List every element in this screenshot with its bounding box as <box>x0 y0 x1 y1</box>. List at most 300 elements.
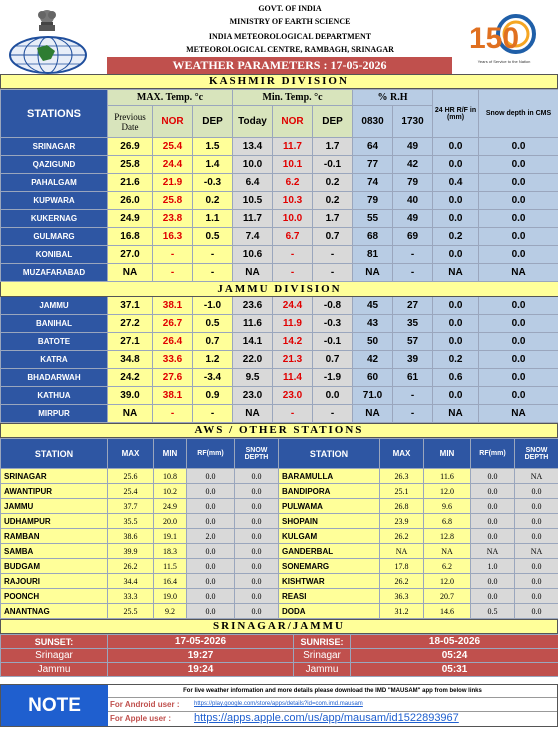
min-normal: 6.2 <box>273 174 313 192</box>
max-normal: 24.4 <box>153 156 193 174</box>
min-normal: - <box>273 405 313 423</box>
station-name: KUPWARA <box>1 192 108 210</box>
station-name: BATOTE <box>1 333 108 351</box>
min-normal: 21.3 <box>273 351 313 369</box>
aws-max-left: 25.5 <box>108 604 154 619</box>
aws-row <box>1 574 558 589</box>
aws-min-right: NA <box>424 544 471 559</box>
rh-1730: 79 <box>393 174 433 192</box>
sunrise-date: 18-05-2026 <box>351 635 558 649</box>
aws-max-left: 35.5 <box>108 514 154 529</box>
aws-rf-right: NA <box>471 544 515 559</box>
kashmir-division-heading: KASHMIR DIVISION <box>0 74 558 89</box>
max-departure: 0.7 <box>193 333 233 351</box>
aws-min-left: 10.8 <box>154 469 187 484</box>
min-dep-header: DEP <box>313 106 353 138</box>
aws-max-right: 26.2 <box>380 529 424 544</box>
aws-station-name-right: SONEMARG <box>279 559 380 574</box>
rainfall: 0.2 <box>433 228 479 246</box>
max-normal: - <box>153 246 193 264</box>
max-temp: 24.9 <box>108 210 153 228</box>
aws-station-name-right: BARAMULLA <box>279 469 380 484</box>
min-temp: 7.4 <box>233 228 273 246</box>
min-departure: -1.9 <box>313 369 353 387</box>
aws-min-left: 19.1 <box>154 529 187 544</box>
rainfall: 0.0 <box>433 210 479 228</box>
aws-rf-right: 0.0 <box>471 514 515 529</box>
max-departure: 1.4 <box>193 156 233 174</box>
rh-0830: 55 <box>353 210 393 228</box>
aws-max-left: 39.9 <box>108 544 154 559</box>
aws-snow-right: NA <box>515 469 558 484</box>
aws-max-left: 25.6 <box>108 469 154 484</box>
aws-min-right: 12.0 <box>424 484 471 499</box>
sunrise-jammu-time: 05:31 <box>351 663 558 677</box>
snow-depth: 0.0 <box>479 351 558 369</box>
note-info: For live weather information and more details please download the IMD "MAUSAM" app from below links <box>108 685 557 698</box>
rainfall: 0.0 <box>433 297 479 315</box>
min-departure: - <box>313 246 353 264</box>
max-departure: - <box>193 405 233 423</box>
aws-snow-right: NA <box>515 544 558 559</box>
max-temp: 21.6 <box>108 174 153 192</box>
max-temp: 26.0 <box>108 192 153 210</box>
aws-rf-left: 0.0 <box>187 469 235 484</box>
min-departure: 1.7 <box>313 138 353 156</box>
min-temp: 13.4 <box>233 138 273 156</box>
aws-rf-right: 0.0 <box>471 499 515 514</box>
aws-min-right: 12.0 <box>424 574 471 589</box>
aws-rf-header-right: RF(mm) <box>471 439 515 469</box>
sun-table <box>0 634 558 677</box>
aws-station-name-left: SRINAGAR <box>1 469 108 484</box>
aws-rf-right: 0.0 <box>471 574 515 589</box>
header-line-ministry: MINISTRY OF EARTH SCIENCE <box>229 17 351 26</box>
national-emblem-icon <box>33 5 61 33</box>
apple-row <box>108 712 557 726</box>
max-temp: 27.2 <box>108 315 153 333</box>
sun-heading: SRINAGAR/JAMMU <box>0 619 558 634</box>
snow-depth: 0.0 <box>479 315 558 333</box>
max-departure: -3.4 <box>193 369 233 387</box>
aws-min-left: 18.3 <box>154 544 187 559</box>
max-departure: 0.2 <box>193 192 233 210</box>
station-name: KUKERNAG <box>1 210 108 228</box>
aws-min-left: 9.2 <box>154 604 187 619</box>
snow-depth: NA <box>479 264 558 282</box>
min-normal: - <box>273 264 313 282</box>
aws-station-name-left: BUDGAM <box>1 559 108 574</box>
max-departure: 0.9 <box>193 387 233 405</box>
sunset-date: 17-05-2026 <box>108 635 294 649</box>
rh-0830: NA <box>353 405 393 423</box>
max-temp: 26.9 <box>108 138 153 156</box>
min-temp: 11.7 <box>233 210 273 228</box>
max-temp: 16.8 <box>108 228 153 246</box>
min-nor-header: NOR <box>273 106 313 138</box>
aws-snow-left: 0.0 <box>235 469 279 484</box>
snow-depth: 0.0 <box>479 192 558 210</box>
max-normal: 21.9 <box>153 174 193 192</box>
aws-max-right: 25.1 <box>380 484 424 499</box>
station-name: MUZAFARABAD <box>1 264 108 282</box>
apple-label: For Apple user : <box>110 714 172 723</box>
android-link[interactable]: https://play.google.com/store/apps/details?id=com.imd.mausam <box>194 701 363 707</box>
rh-1730: 57 <box>393 333 433 351</box>
rainfall: 0.0 <box>433 333 479 351</box>
aws-max-left: 38.6 <box>108 529 154 544</box>
aws-station-name-right: PULWAMA <box>279 499 380 514</box>
station-row <box>1 387 558 405</box>
min-departure: 0.7 <box>313 351 353 369</box>
min-normal: 24.4 <box>273 297 313 315</box>
aws-row <box>1 469 558 484</box>
rh-0830: 42 <box>353 351 393 369</box>
aws-rf-right: 0.5 <box>471 604 515 619</box>
rainfall: NA <box>433 405 479 423</box>
rh-1730: 39 <box>393 351 433 369</box>
rh-header: % R.H <box>353 90 433 106</box>
station-name: KATRA <box>1 351 108 369</box>
min-temp: 23.6 <box>233 297 273 315</box>
aws-max-left: 34.4 <box>108 574 154 589</box>
station-name: BANIHAL <box>1 315 108 333</box>
station-row <box>1 192 558 210</box>
aws-table <box>0 438 558 619</box>
rh-1730: - <box>393 405 433 423</box>
aws-rf-left: 0.0 <box>187 574 235 589</box>
aws-row <box>1 529 558 544</box>
aws-min-right: 14.6 <box>424 604 471 619</box>
station-name: BHADARWAH <box>1 369 108 387</box>
rh-0830: 43 <box>353 315 393 333</box>
aws-station-name-right: BANDIPORA <box>279 484 380 499</box>
apple-link[interactable]: https://apps.apple.com/us/app/mausam/id1522893967 <box>194 712 459 724</box>
rh-0830: 64 <box>353 138 393 156</box>
max-departure: -1.0 <box>193 297 233 315</box>
logo-number: 150 <box>469 22 520 55</box>
min-departure: -0.3 <box>313 315 353 333</box>
station-row <box>1 405 558 423</box>
min-normal: 14.2 <box>273 333 313 351</box>
imd-150-icon <box>461 8 547 66</box>
aws-station-name-left: ANANTNAG <box>1 604 108 619</box>
rainfall: 0.2 <box>433 351 479 369</box>
sunrise-srinagar-label: Srinagar <box>294 649 351 663</box>
station-name: SRINAGAR <box>1 138 108 156</box>
min-temp: 11.6 <box>233 315 273 333</box>
note-label: NOTE <box>1 685 108 726</box>
snow-depth: 0.0 <box>479 174 558 192</box>
rainfall: 0.0 <box>433 156 479 174</box>
aws-snow-right: 0.0 <box>515 604 558 619</box>
aws-max-right: 26.2 <box>380 574 424 589</box>
aws-row <box>1 484 558 499</box>
aws-row <box>1 604 558 619</box>
aws-min-right: 6.2 <box>424 559 471 574</box>
aws-min-right: 20.7 <box>424 589 471 604</box>
aws-station-name-left: SAMBA <box>1 544 108 559</box>
aws-max-header-left: MAX <box>108 439 154 469</box>
rainfall: 0.0 <box>433 387 479 405</box>
station-row <box>1 246 558 264</box>
min-temp-header: Min. Temp. °c <box>233 90 353 106</box>
aws-min-right: 9.6 <box>424 499 471 514</box>
station-row <box>1 351 558 369</box>
logo-tagline: Years of Service to the Nation <box>477 59 531 64</box>
aws-max-right: 23.9 <box>380 514 424 529</box>
aws-max-left: 33.3 <box>108 589 154 604</box>
aws-rf-left: 0.0 <box>187 559 235 574</box>
sunset-jammu-label: Jammu <box>1 663 108 677</box>
snow-depth: 0.0 <box>479 297 558 315</box>
rainfall: 0.0 <box>433 315 479 333</box>
aws-min-left: 19.0 <box>154 589 187 604</box>
aws-station-name-right: KISHTWAR <box>279 574 380 589</box>
aws-rf-left: 0.0 <box>187 484 235 499</box>
rh-1730: 69 <box>393 228 433 246</box>
max-normal: 26.4 <box>153 333 193 351</box>
snow-depth: 0.0 <box>479 369 558 387</box>
header-line-imd: INDIA METEOROLOGICAL DEPARTMENT <box>208 32 372 41</box>
max-departure: -0.3 <box>193 174 233 192</box>
min-temp: 10.0 <box>233 156 273 174</box>
aws-rf-left: 2.0 <box>187 529 235 544</box>
sunset-srinagar-time: 19:27 <box>108 649 294 663</box>
sun-block <box>0 619 558 677</box>
sunrise-srinagar-time: 05:24 <box>351 649 558 663</box>
max-departure: 0.5 <box>193 228 233 246</box>
aws-min-right: 6.8 <box>424 514 471 529</box>
max-normal: 23.8 <box>153 210 193 228</box>
note-block <box>0 684 558 727</box>
aws-snow-header-left: SNOW DEPTH <box>235 439 279 469</box>
rh-0830: 50 <box>353 333 393 351</box>
aws-snow-right: 0.0 <box>515 559 558 574</box>
aws-snow-left: 0.0 <box>235 529 279 544</box>
snow-header: Snow depth in CMS <box>479 90 558 138</box>
aws-rf-header-left: RF(mm) <box>187 439 235 469</box>
min-temp: 6.4 <box>233 174 273 192</box>
aws-row <box>1 514 558 529</box>
rh-0830: 81 <box>353 246 393 264</box>
rh-1730-header: 1730 <box>393 106 433 138</box>
rh-0830: NA <box>353 264 393 282</box>
max-departure: 1.2 <box>193 351 233 369</box>
aws-max-left: 26.2 <box>108 559 154 574</box>
station-row <box>1 333 558 351</box>
aws-rf-right: 0.0 <box>471 589 515 604</box>
aws-row <box>1 559 558 574</box>
aws-max-right: NA <box>380 544 424 559</box>
min-temp: NA <box>233 264 273 282</box>
max-normal: 27.6 <box>153 369 193 387</box>
min-normal: 11.7 <box>273 138 313 156</box>
aws-snow-right: 0.0 <box>515 514 558 529</box>
min-temp: NA <box>233 405 273 423</box>
aws-max-header-right: MAX <box>380 439 424 469</box>
aws-station-header-left: STATION <box>1 439 108 469</box>
min-departure: - <box>313 405 353 423</box>
aws-rf-right: 1.0 <box>471 559 515 574</box>
rh-1730: - <box>393 387 433 405</box>
aws-rf-left: 0.0 <box>187 604 235 619</box>
min-normal: 6.7 <box>273 228 313 246</box>
aws-min-header-right: MIN <box>424 439 471 469</box>
aws-rf-right: 0.0 <box>471 484 515 499</box>
min-temp: 10.6 <box>233 246 273 264</box>
max-normal: 25.8 <box>153 192 193 210</box>
snow-depth: NA <box>479 405 558 423</box>
rh-1730: 42 <box>393 156 433 174</box>
station-row <box>1 228 558 246</box>
min-temp: 10.5 <box>233 192 273 210</box>
rh-1730: - <box>393 246 433 264</box>
aws-snow-header-right: SNOW DEPTH <box>515 439 558 469</box>
imd-150-logo <box>461 8 547 66</box>
min-temp: 14.1 <box>233 333 273 351</box>
rh-0830: 45 <box>353 297 393 315</box>
max-temp: NA <box>108 405 153 423</box>
station-name: KATHUA <box>1 387 108 405</box>
max-departure: 0.5 <box>193 315 233 333</box>
min-normal: - <box>273 246 313 264</box>
rh-0830: 79 <box>353 192 393 210</box>
aws-station-name-right: GANDERBAL <box>279 544 380 559</box>
snow-depth: 0.0 <box>479 138 558 156</box>
min-normal: 23.0 <box>273 387 313 405</box>
min-normal: 11.4 <box>273 369 313 387</box>
rh-0830: 74 <box>353 174 393 192</box>
rh-0830: 77 <box>353 156 393 174</box>
aws-min-left: 20.0 <box>154 514 187 529</box>
aws-snow-left: 0.0 <box>235 604 279 619</box>
rh-0830-header: 0830 <box>353 106 393 138</box>
rh-1730: 40 <box>393 192 433 210</box>
snow-depth: 0.0 <box>479 210 558 228</box>
rh-0830: 68 <box>353 228 393 246</box>
aws-max-right: 36.3 <box>380 589 424 604</box>
max-normal: 16.3 <box>153 228 193 246</box>
rh-0830: 71.0 <box>353 387 393 405</box>
max-departure: 1.1 <box>193 210 233 228</box>
min-departure: - <box>313 264 353 282</box>
aws-station-name-left: RAMBAN <box>1 529 108 544</box>
rainfall: 0.0 <box>433 138 479 156</box>
max-normal: - <box>153 264 193 282</box>
max-temp: 34.8 <box>108 351 153 369</box>
rh-1730: 35 <box>393 315 433 333</box>
min-temp: 22.0 <box>233 351 273 369</box>
aws-rf-left: 0.0 <box>187 499 235 514</box>
station-name: PAHALGAM <box>1 174 108 192</box>
min-departure: -0.8 <box>313 297 353 315</box>
aws-min-left: 11.5 <box>154 559 187 574</box>
max-temp: 39.0 <box>108 387 153 405</box>
prev-date-header: Previous Date <box>108 106 153 138</box>
rh-1730: 27 <box>393 297 433 315</box>
station-row <box>1 369 558 387</box>
aws-row <box>1 544 558 559</box>
page-header <box>0 0 558 74</box>
aws-snow-right: 0.0 <box>515 484 558 499</box>
min-normal: 10.3 <box>273 192 313 210</box>
station-name: JAMMU <box>1 297 108 315</box>
aws-max-right: 31.2 <box>380 604 424 619</box>
aws-station-name-left: POONCH <box>1 589 108 604</box>
rh-1730: 61 <box>393 369 433 387</box>
station-name: QAZIGUND <box>1 156 108 174</box>
aws-snow-left: 0.0 <box>235 574 279 589</box>
rainfall: 0.0 <box>433 246 479 264</box>
max-normal: 33.6 <box>153 351 193 369</box>
max-temp: 25.8 <box>108 156 153 174</box>
max-temp: NA <box>108 264 153 282</box>
max-temp: 24.2 <box>108 369 153 387</box>
min-departure: 0.2 <box>313 192 353 210</box>
min-temp: 9.5 <box>233 369 273 387</box>
aws-max-right: 26.8 <box>380 499 424 514</box>
min-normal: 10.1 <box>273 156 313 174</box>
station-name: KONIBAL <box>1 246 108 264</box>
station-row <box>1 210 558 228</box>
max-departure: - <box>193 264 233 282</box>
aws-snow-left: 0.0 <box>235 559 279 574</box>
sunset-jammu-time: 19:24 <box>108 663 294 677</box>
header-line-govt: GOVT. OF INDIA <box>258 4 322 13</box>
max-temp-header: MAX. Temp. °c <box>108 90 233 106</box>
rh-1730: - <box>393 264 433 282</box>
max-normal: 38.1 <box>153 387 193 405</box>
aws-snow-right: 0.0 <box>515 589 558 604</box>
aws-station-name-left: AWANTIPUR <box>1 484 108 499</box>
max-departure: - <box>193 246 233 264</box>
snow-depth: 0.0 <box>479 228 558 246</box>
rh-1730: 49 <box>393 210 433 228</box>
min-departure: -0.1 <box>313 156 353 174</box>
aws-snow-right: 0.0 <box>515 529 558 544</box>
sunset-srinagar-label: Srinagar <box>1 649 108 663</box>
min-departure: 0.2 <box>313 174 353 192</box>
min-departure: -0.1 <box>313 333 353 351</box>
station-name: GULMARG <box>1 228 108 246</box>
aws-snow-right: 0.0 <box>515 499 558 514</box>
snow-depth: 0.0 <box>479 333 558 351</box>
aws-snow-right: 0.0 <box>515 574 558 589</box>
aws-station-name-right: REASI <box>279 589 380 604</box>
aws-max-left: 37.7 <box>108 499 154 514</box>
aws-snow-left: 0.0 <box>235 514 279 529</box>
sunrise-jammu-label: Jammu <box>294 663 351 677</box>
station-row <box>1 297 558 315</box>
aws-station-name-left: JAMMU <box>1 499 108 514</box>
max-normal: 38.1 <box>153 297 193 315</box>
today-header: Today <box>233 106 273 138</box>
aws-min-left: 24.9 <box>154 499 187 514</box>
aws-heading: AWS / OTHER STATIONS <box>0 423 558 438</box>
aws-snow-left: 0.0 <box>235 544 279 559</box>
min-departure: 0.0 <box>313 387 353 405</box>
aws-max-right: 26.3 <box>380 469 424 484</box>
aws-row <box>1 499 558 514</box>
station-name: MIRPUR <box>1 405 108 423</box>
aws-min-right: 12.8 <box>424 529 471 544</box>
rainfall: 0.4 <box>433 174 479 192</box>
aws-station-name-right: KULGAM <box>279 529 380 544</box>
max-temp: 27.1 <box>108 333 153 351</box>
aws-rf-left: 0.0 <box>187 544 235 559</box>
android-label: For Android user : <box>110 700 180 709</box>
